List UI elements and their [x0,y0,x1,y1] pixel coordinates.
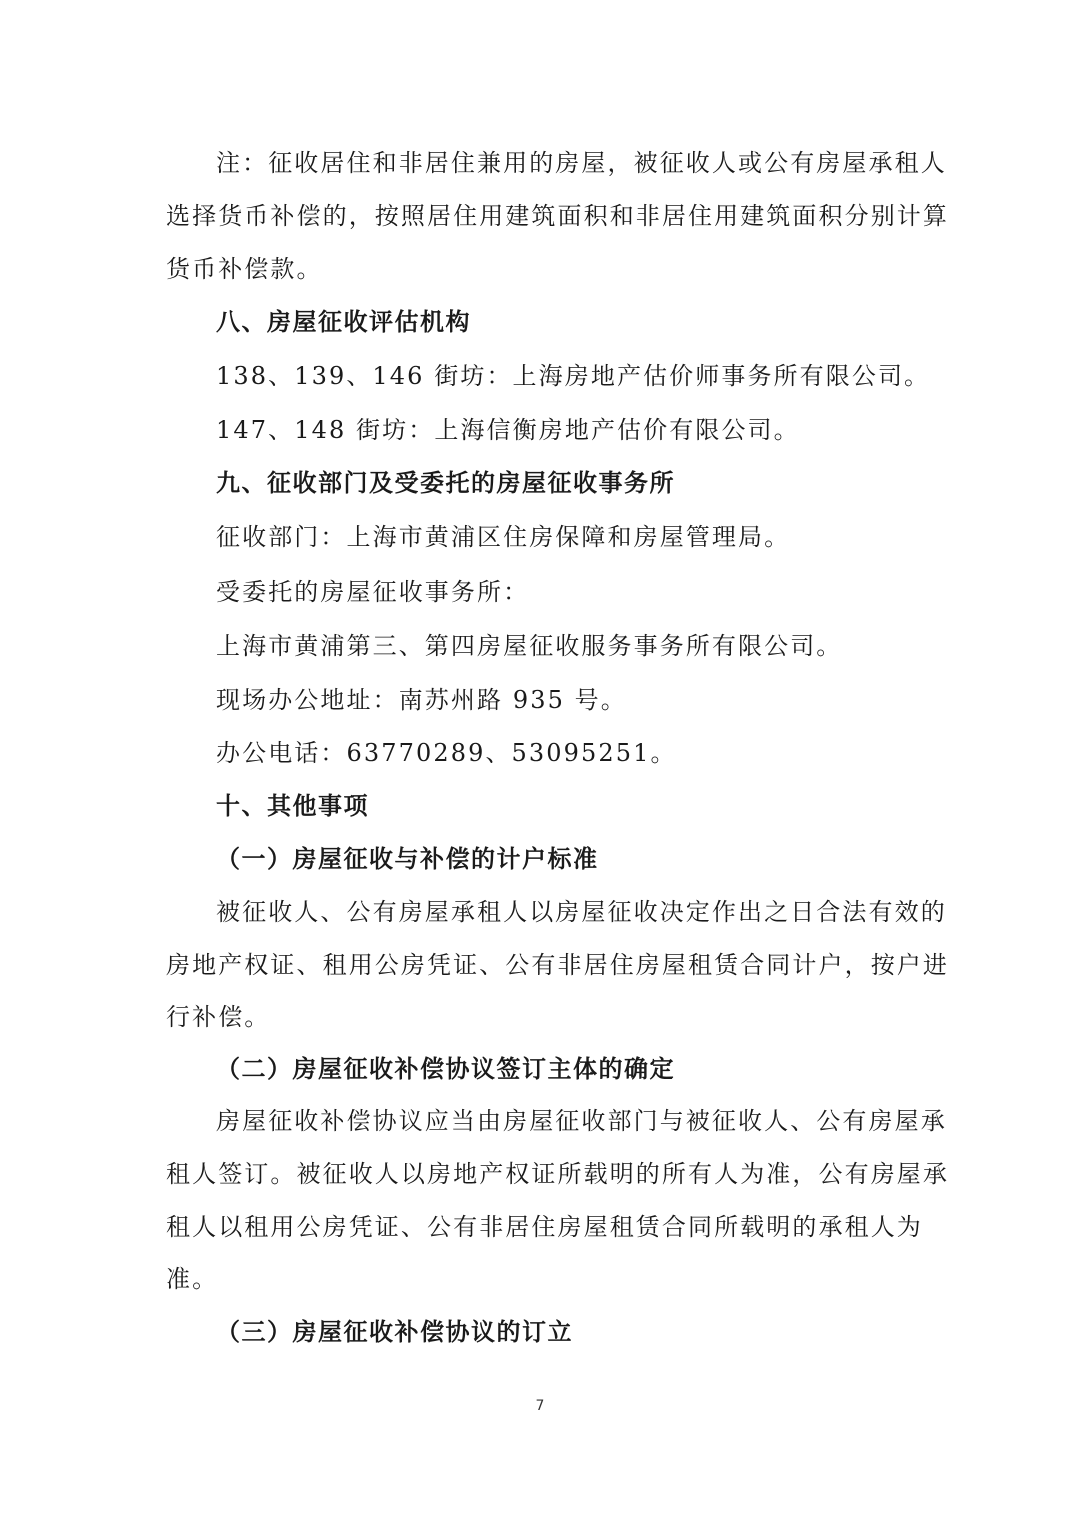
section-9-item-1: 征收部门：上海市黄浦区住房保障和房屋管理局。 [216,523,791,551]
section-9-heading: 九、征收部门及受委托的房屋征收事务所 [216,469,675,497]
subsection-2-line-2: 租人签订。被征收人以房地产权证所载明的所有人为准，公有房屋承 [166,1160,949,1188]
subsection-1-line-1: 被征收人、公有房屋承租人以房屋征收决定作出之日合法有效的 [216,898,947,926]
page-number: 7 [535,1398,545,1414]
subsection-2-line-4: 准。 [166,1265,219,1293]
section-8-heading: 八、房屋征收评估机构 [216,308,471,336]
note-line-2: 选择货币补偿的，按照居住用建筑面积和非居住用建筑面积分别计算 [166,202,949,230]
note-line-3: 货币补偿款。 [166,255,323,283]
subsection-2-line-1: 房屋征收补偿协议应当由房屋征收部门与被征收人、公有房屋承 [216,1107,947,1135]
subsection-1-heading: （一）房屋征收与补偿的计户标准 [216,845,599,873]
section-8-item-1: 138、139、146 街坊：上海房地产估价师事务所有限公司。 [216,362,931,390]
section-9-item-4: 现场办公地址：南苏州路 935 号。 [216,686,627,714]
subsection-3-heading: （三）房屋征收补偿协议的订立 [216,1318,573,1346]
section-10-heading: 十、其他事项 [216,792,369,820]
subsection-2-heading: （二）房屋征收补偿协议签订主体的确定 [216,1055,675,1083]
subsection-1-line-2: 房地产权证、租用公房凭证、公有非居住房屋租赁合同计户，按户进 [166,951,949,979]
section-9-item-5: 办公电话：63770289、53095251。 [216,739,677,767]
subsection-1-line-3: 行补偿。 [166,1003,271,1031]
section-9-item-3: 上海市黄浦第三、第四房屋征收服务事务所有限公司。 [216,632,843,660]
subsection-2-line-3: 租人以租用公房凭证、公有非居住房屋租赁合同所载明的承租人为 [166,1213,923,1241]
section-9-item-2: 受委托的房屋征收事务所： [216,578,530,606]
section-8-item-2: 147、148 街坊：上海信衡房地产估价有限公司。 [216,416,800,444]
note-line-1: 注：征收居住和非居住兼用的房屋，被征收人或公有房屋承租人 [216,149,947,177]
